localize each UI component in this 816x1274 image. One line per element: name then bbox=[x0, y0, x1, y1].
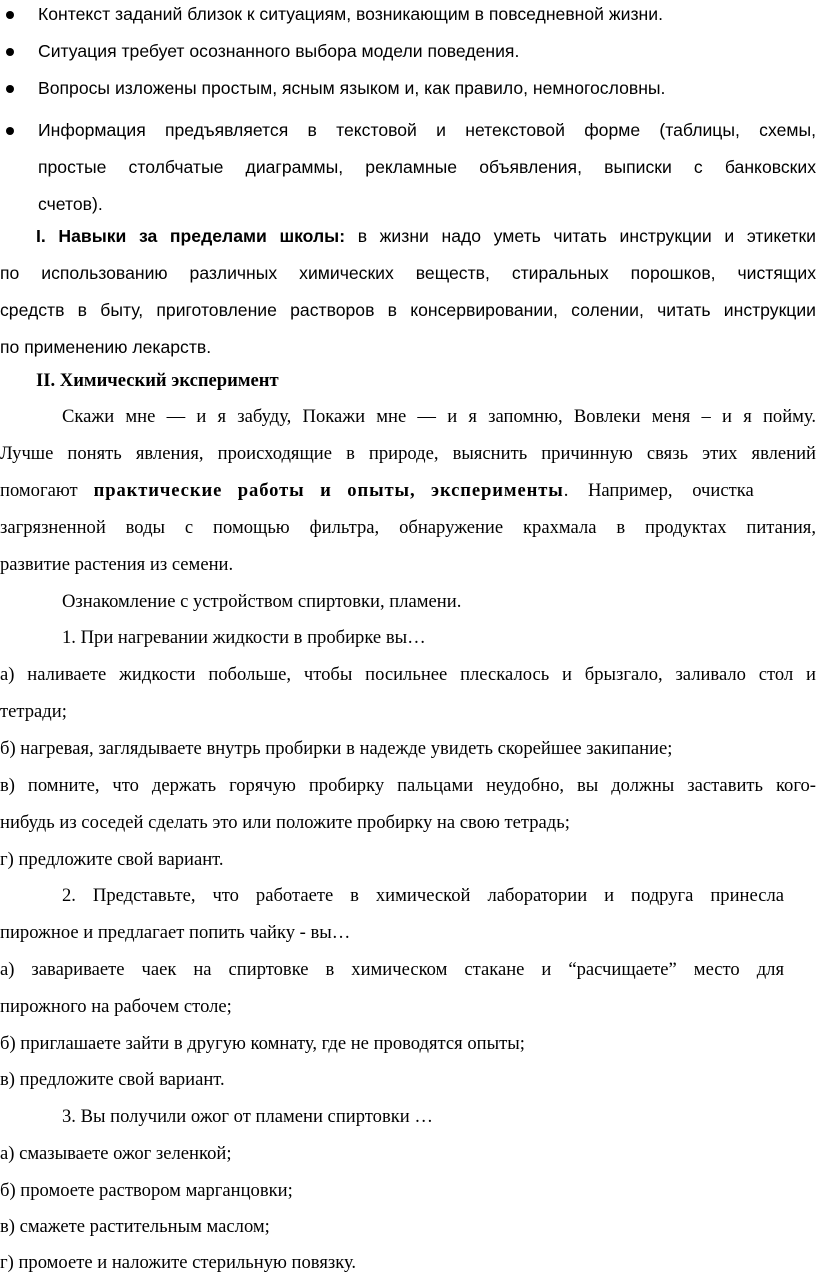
question-2-option-c: в) предложите свой вариант. bbox=[0, 1069, 225, 1090]
question-1-option-a: а) наливаете жидкости побольше, чтобы посильнее плескалось и брызгало, заливало стол и bbox=[0, 664, 816, 685]
question-1-title: 1. При нагревании жидкости в пробирке вы… bbox=[62, 627, 426, 648]
section1-line: по использованию различных химических веществ, стиральных порошков, чистящих bbox=[0, 263, 816, 283]
question-2-option-b: б) приглашаете зайти в другую комнату, где не проводятся опыты; bbox=[0, 1033, 525, 1054]
section1-line: средств в быту, приготовление растворов в консервировании, солении, читать инструкции bbox=[0, 300, 816, 320]
question-1-option-c: в) помните, что держать горячую пробирку пальцами неудобно, вы должны заставить кого- bbox=[0, 775, 816, 796]
question-1-option-d: г) предложите свой вариант. bbox=[0, 849, 224, 870]
question-1-option-c-cont: нибудь из соседей сделать это или положите пробирку на свою тетрадь; bbox=[0, 812, 570, 833]
section2-paragraph-line: загрязненной воды с помощью фильтра, обнаружение крахмала в продуктах питания, bbox=[0, 517, 816, 538]
question-2-option-a-cont: пирожного на рабочем столе; bbox=[0, 996, 232, 1017]
bullet-text: Ситуация требует осознанного выбора модели поведения. bbox=[38, 41, 520, 61]
section2-paragraph-line: Скажи мне — и я забуду, Покажи мне — и я запомню, Вовлеки меня – и я пойму. bbox=[62, 406, 816, 427]
bullet-line: Информация предъявляется в текстовой и нетекстовой форме (таблицы, схемы, bbox=[38, 120, 816, 140]
question-3-option-a: а) смазываете ожог зеленкой; bbox=[0, 1143, 232, 1164]
paragraph-text: помогают bbox=[0, 480, 78, 501]
bullet-dot-icon bbox=[6, 127, 14, 135]
bullet-dot-icon bbox=[6, 48, 14, 56]
bullet-text: Вопросы изложены простым, ясным языком и, как правило, немногословны. bbox=[38, 78, 666, 98]
question-2-title-cont: пирожное и предлагает попить чайку - вы… bbox=[0, 922, 351, 943]
paragraph-text: . Например, очистка bbox=[563, 480, 754, 501]
bullet-text-multiline bbox=[38, 112, 816, 223]
question-3-option-b: б) промоете раствором марганцовки; bbox=[0, 1180, 293, 1201]
bullet-line: счетов). bbox=[38, 194, 103, 214]
section2-paragraph-line bbox=[0, 480, 816, 502]
question-3-title: 3. Вы получили ожог от пламени спиртовки … bbox=[62, 1106, 433, 1127]
question-2-title: 2. Представьте, что работаете в химической лаборатории и подруга принесла bbox=[62, 885, 784, 906]
section2-intro: Ознакомление с устройством спиртовки, пламени. bbox=[62, 591, 462, 612]
bullet-dot-icon bbox=[6, 11, 14, 19]
paragraph-bold-text: практические работы и опыты, эксперименты bbox=[93, 480, 564, 501]
bullet-text: Контекст заданий близок к ситуациям, возникающим в повседневной жизни. bbox=[38, 4, 663, 24]
bullet-dot-icon bbox=[6, 85, 14, 93]
question-2-option-a: а) завариваете чаек на спиртовке в химическом стакане и “расчищаете” место для bbox=[0, 959, 784, 980]
question-3-option-c: в) смажете растительным маслом; bbox=[0, 1216, 270, 1237]
question-1-option-a-cont: тетради; bbox=[0, 701, 67, 722]
bullet-line: простые столбчатые диаграммы, рекламные объявления, выписки с банковских bbox=[38, 157, 816, 177]
question-1-option-b: б) нагревая, заглядываете внутрь пробирки в надежде увидеть скорейшее закипание; bbox=[0, 738, 673, 759]
section2-heading: II. Химический эксперимент bbox=[36, 370, 279, 391]
section2-paragraph-line: Лучше понять явления, происходящие в природе, выяснить причинную связь этих явлений bbox=[0, 443, 816, 464]
section1-first-line bbox=[36, 225, 816, 247]
section2-paragraph-line: развитие растения из семени. bbox=[0, 554, 234, 575]
question-3-option-d: г) промоете и наложите стерильную повязку. bbox=[0, 1252, 357, 1273]
section1-line1-rest: в жизни надо уметь читать инструкции и этикетки bbox=[345, 226, 816, 246]
section1-heading: I. Навыки за пределами школы: bbox=[36, 226, 346, 246]
section1-line: по применению лекарств. bbox=[0, 337, 212, 357]
